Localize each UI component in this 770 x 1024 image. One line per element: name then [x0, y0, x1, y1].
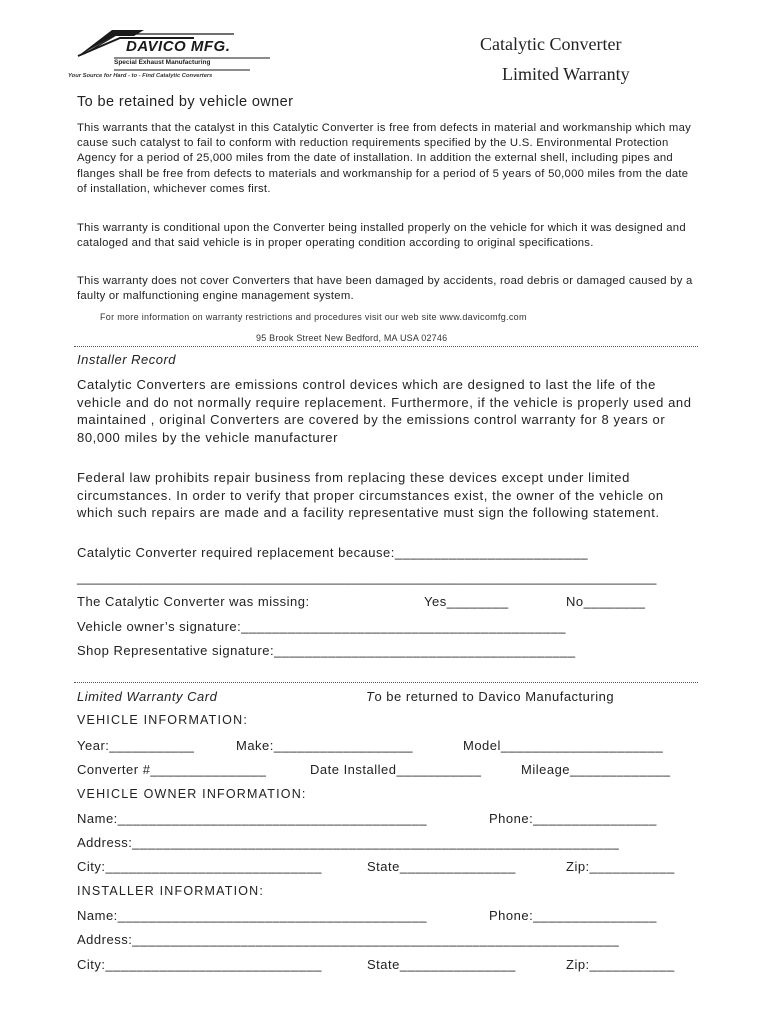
vehicle-info-heading: VEHICLE INFORMATION: [77, 713, 249, 727]
warranty-paragraph-1: This warrants that the catalyst in this Catalytic Converter is free from defects in material and workmanship which may cause such catalyst to fail to conform with reduction requirements specified by the U.S. Environmental Protection Agency for a period of 25,000 miles from the date of installation. In addition the external shell, including pipes and flanges shall be free from defects to materials and workmanship for a period of 5 years of 50,000 miles from the date of installation, whichever comes first. [77, 122, 692, 195]
owner-state-field[interactable]: State_______________ [367, 859, 516, 874]
retain-note: To be retained by vehicle owner [77, 94, 294, 110]
company-address: 95 Brook Street New Bedford, MA USA 02746 [256, 333, 448, 343]
owner-signature-field[interactable]: Vehicle owner’s signature:__________________________________________ [77, 619, 566, 634]
owner-name-field[interactable]: Name:________________________________________ [77, 811, 427, 826]
document-title-line1: Catalytic Converter [480, 34, 622, 54]
converter-number-field[interactable]: Converter #_______________ [77, 762, 267, 777]
year-field[interactable]: Year:___________ [77, 738, 195, 753]
installer-city-field[interactable]: City:____________________________ [77, 957, 322, 972]
logo-subtitle: Special Exhaust Manufacturing [114, 59, 211, 66]
warranty-paragraph-2: This warranty is conditional upon the Converter being installed properly on the vehicle for which it was designed and cataloged and that said vehicle is in proper operating condition according to original specifications. [77, 222, 686, 250]
make-field[interactable]: Make:__________________ [236, 738, 414, 753]
mileage-field[interactable]: Mileage_____________ [521, 762, 671, 777]
installer-zip-field[interactable]: Zip:___________ [566, 957, 675, 972]
owner-phone-field[interactable]: Phone:________________ [489, 811, 657, 826]
document-title-line2: Limited Warranty [502, 64, 630, 84]
logo-name: DAVICO MFG. [126, 38, 231, 55]
owner-address-field[interactable]: Address:_______________________________________________________________ [77, 835, 620, 850]
installer-name-field[interactable]: Name:________________________________________ [77, 908, 427, 923]
installer-paragraph-1: Catalytic Converters are emissions control devices which are designed to last the life of the vehicle and do not normally require replacement. Furthermore, if the vehicle is properly used and maintained , original Converters are covered by the emissions control warranty for 8 years or 80,000 miles by the vehicle manufacturer [77, 377, 692, 445]
installer-record-heading: Installer Record [77, 352, 177, 367]
missing-no-field[interactable]: No________ [566, 594, 646, 609]
replacement-reason-field[interactable]: Catalytic Converter required replacement because:_________________________ [77, 545, 589, 560]
installer-phone-field[interactable]: Phone:________________ [489, 908, 657, 923]
replacement-reason-field-line2[interactable]: ______________________________________________________________________________ [77, 570, 657, 585]
warranty-paragraph-3: This warranty does not cover Converters that have been damaged by accidents, road debris or damaged caused by a faulty or malfunctioning engine management system. [77, 275, 693, 303]
more-info-note: For more information on warranty restrictions and procedures visit our web site www.davicomfg.com [100, 312, 527, 322]
installer-info-heading: INSTALLER INFORMATION: [77, 884, 265, 898]
owner-info-heading: VEHICLE OWNER INFORMATION: [77, 787, 307, 801]
dotted-separator [74, 682, 698, 683]
return-note [366, 689, 614, 704]
davico-logo [68, 26, 294, 86]
owner-city-field[interactable]: City:____________________________ [77, 859, 322, 874]
date-installed-field[interactable]: Date Installed___________ [310, 762, 482, 777]
warranty-card-heading: Limited Warranty Card [77, 689, 218, 704]
installer-paragraph-2: Federal law prohibits repair business from replacing these devices except under limited circumstances. In order to verify that proper circumstances exist, the owner of the vehicle on which such repairs are made and a facility representative must sign the following statement. [77, 470, 664, 520]
dotted-separator [74, 346, 698, 347]
installer-address-field[interactable]: Address:_______________________________________________________________ [77, 932, 620, 947]
shop-signature-field[interactable]: Shop Representative signature:_______________________________________ [77, 643, 576, 658]
model-field[interactable]: Model_____________________ [463, 738, 664, 753]
missing-yes-field[interactable]: Yes________ [424, 594, 509, 609]
converter-missing-label: The Catalytic Converter was missing: [77, 594, 310, 609]
logo-tagline: Your Source for Hard - to - Find Catalytic Converters [68, 73, 213, 79]
return-note-prefix: T [366, 689, 375, 704]
installer-state-field[interactable]: State_______________ [367, 957, 516, 972]
owner-zip-field[interactable]: Zip:___________ [566, 859, 675, 874]
return-note-text: o be returned to Davico Manufacturing [374, 689, 615, 704]
